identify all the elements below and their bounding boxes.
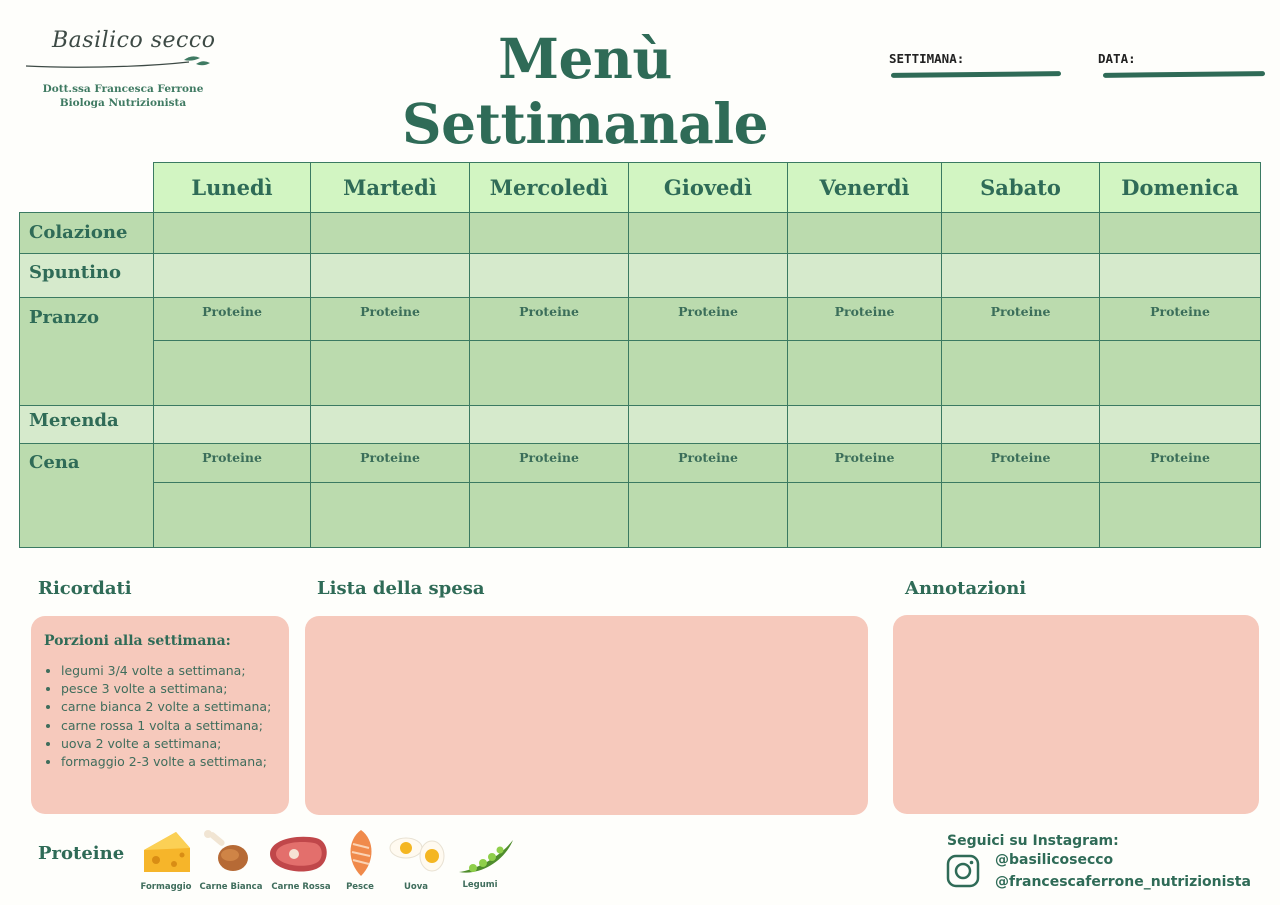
portion-item: • carne rossa 1 volta a settimana; [61, 717, 301, 735]
cell-cena-proteine-mercoledi[interactable]: Proteine [469, 443, 629, 483]
day-header-lunedi: Lunedì [153, 162, 311, 213]
portion-item: • carne bianca 2 volte a settimana; [61, 698, 301, 716]
cell-cena-mercoledi[interactable] [469, 482, 629, 548]
cell-spuntino-mercoledi[interactable] [469, 253, 629, 298]
instagram-icon[interactable] [946, 854, 980, 888]
salmon-icon [343, 828, 379, 878]
cell-cena-proteine-venerdi[interactable]: Proteine [787, 443, 942, 483]
day-header-mercoledi: Mercoledì [469, 162, 629, 213]
cell-colazione-giovedi[interactable] [628, 212, 788, 254]
page-title: Menù Settimanale [401, 26, 769, 156]
cell-pranzo-giovedi[interactable] [628, 340, 788, 406]
cell-colazione-lunedi[interactable] [153, 212, 311, 254]
food-label-carne-rossa: Carne Rossa [271, 882, 331, 892]
cell-colazione-martedi[interactable] [310, 212, 470, 254]
cell-cena-proteine-giovedi[interactable]: Proteine [628, 443, 788, 483]
date-label: DATA: [1098, 51, 1136, 66]
cell-pranzo-proteine-sabato[interactable]: Proteine [941, 297, 1100, 341]
portions-list [43, 662, 301, 771]
shopping-list-title: Lista della spesa [317, 578, 485, 599]
notes-title: Annotazioni [905, 578, 1027, 599]
portions-box [31, 616, 289, 814]
cell-pranzo-proteine-venerdi[interactable]: Proteine [787, 297, 942, 341]
week-field-line[interactable] [891, 71, 1061, 78]
weekly-menu-table [19, 162, 1261, 548]
food-label-uova: Uova [403, 882, 429, 892]
shopping-list-box[interactable] [305, 616, 868, 815]
cell-cena-martedi[interactable] [310, 482, 470, 548]
cell-cena-sabato[interactable] [941, 482, 1100, 548]
portion-item: • legumi 3/4 volte a settimana; [61, 662, 301, 680]
day-header-giovedi: Giovedì [628, 162, 788, 213]
meal-label-pranzo: Pranzo [29, 307, 99, 328]
meal-label-colazione: Colazione [29, 222, 128, 243]
cell-merenda-giovedi[interactable] [628, 405, 788, 444]
cell-merenda-lunedi[interactable] [153, 405, 311, 444]
cell-pranzo-proteine-domenica[interactable]: Proteine [1099, 297, 1261, 341]
cheese-icon [140, 828, 194, 878]
cell-spuntino-venerdi[interactable] [787, 253, 942, 298]
cell-cena-proteine-sabato[interactable]: Proteine [941, 443, 1100, 483]
cell-pranzo-venerdi[interactable] [787, 340, 942, 406]
cell-merenda-domenica[interactable] [1099, 405, 1261, 444]
cell-cena-proteine-lunedi[interactable]: Proteine [153, 443, 311, 483]
portion-item: • uova 2 volte a settimana; [61, 735, 301, 753]
cell-pranzo-sabato[interactable] [941, 340, 1100, 406]
week-label: SETTIMANA: [889, 51, 965, 66]
logo-text: Basilico secco [52, 28, 216, 53]
portions-title: Porzioni alla settimana: [44, 633, 231, 649]
author-role: Biologa Nutrizionista [59, 97, 187, 109]
cell-spuntino-sabato[interactable] [941, 253, 1100, 298]
day-header-domenica: Domenica [1099, 162, 1261, 213]
cell-pranzo-proteine-mercoledi[interactable]: Proteine [469, 297, 629, 341]
cell-pranzo-domenica[interactable] [1099, 340, 1261, 406]
cell-cena-domenica[interactable] [1099, 482, 1261, 548]
instagram-handle-francescaferrone[interactable]: @francescaferrone_nutrizionista [995, 874, 1251, 890]
meal-label-cena: Cena [29, 452, 80, 473]
food-label-formaggio: Formaggio [140, 882, 192, 892]
cell-merenda-sabato[interactable] [941, 405, 1100, 444]
day-header-venerdi: Venerdì [787, 162, 942, 213]
peas-icon [455, 834, 519, 878]
instagram-title: Seguici su Instagram: [947, 833, 1119, 849]
author-block [30, 82, 216, 110]
cell-cena-venerdi[interactable] [787, 482, 942, 548]
cell-merenda-martedi[interactable] [310, 405, 470, 444]
meal-label-spuntino: Spuntino [29, 262, 122, 283]
day-header-martedi: Martedì [310, 162, 470, 213]
eggs-icon [388, 832, 448, 874]
cell-cena-lunedi[interactable] [153, 482, 311, 548]
proteins-legend-title: Proteine [38, 843, 125, 864]
cell-cena-proteine-domenica[interactable]: Proteine [1099, 443, 1261, 483]
notes-box[interactable] [893, 615, 1259, 814]
day-header-sabato: Sabato [941, 162, 1100, 213]
cell-colazione-mercoledi[interactable] [469, 212, 629, 254]
cell-pranzo-proteine-martedi[interactable]: Proteine [310, 297, 470, 341]
cell-pranzo-lunedi[interactable] [153, 340, 311, 406]
food-label-carne-bianca: Carne Bianca [199, 882, 263, 892]
author-name: Dott.ssa Francesca Ferrone [42, 83, 204, 95]
steak-icon [266, 832, 332, 876]
food-label-legumi: Legumi [462, 880, 498, 890]
portion-item: • pesce 3 volte a settimana; [61, 680, 301, 698]
instagram-handle-basilicosecco[interactable]: @basilicosecco [995, 852, 1114, 868]
cell-spuntino-domenica[interactable] [1099, 253, 1261, 298]
cell-pranzo-proteine-lunedi[interactable]: Proteine [153, 297, 311, 341]
food-label-pesce: Pesce [346, 882, 374, 892]
cell-merenda-mercoledi[interactable] [469, 405, 629, 444]
cell-cena-giovedi[interactable] [628, 482, 788, 548]
date-field-line[interactable] [1103, 71, 1265, 78]
cell-spuntino-giovedi[interactable] [628, 253, 788, 298]
cell-cena-proteine-martedi[interactable]: Proteine [310, 443, 470, 483]
cell-colazione-domenica[interactable] [1099, 212, 1261, 254]
cell-merenda-venerdi[interactable] [787, 405, 942, 444]
cell-spuntino-martedi[interactable] [310, 253, 470, 298]
cell-pranzo-martedi[interactable] [310, 340, 470, 406]
cell-pranzo-mercoledi[interactable] [469, 340, 629, 406]
cell-pranzo-proteine-giovedi[interactable]: Proteine [628, 297, 788, 341]
meal-label-merenda: Merenda [29, 410, 119, 431]
cell-spuntino-lunedi[interactable] [153, 253, 311, 298]
portion-item: • formaggio 2-3 volte a settimana; [61, 753, 301, 771]
chicken-leg-icon [200, 828, 254, 878]
cell-colazione-venerdi[interactable] [787, 212, 942, 254]
cell-colazione-sabato[interactable] [941, 212, 1100, 254]
ricordati-title: Ricordati [38, 578, 132, 599]
